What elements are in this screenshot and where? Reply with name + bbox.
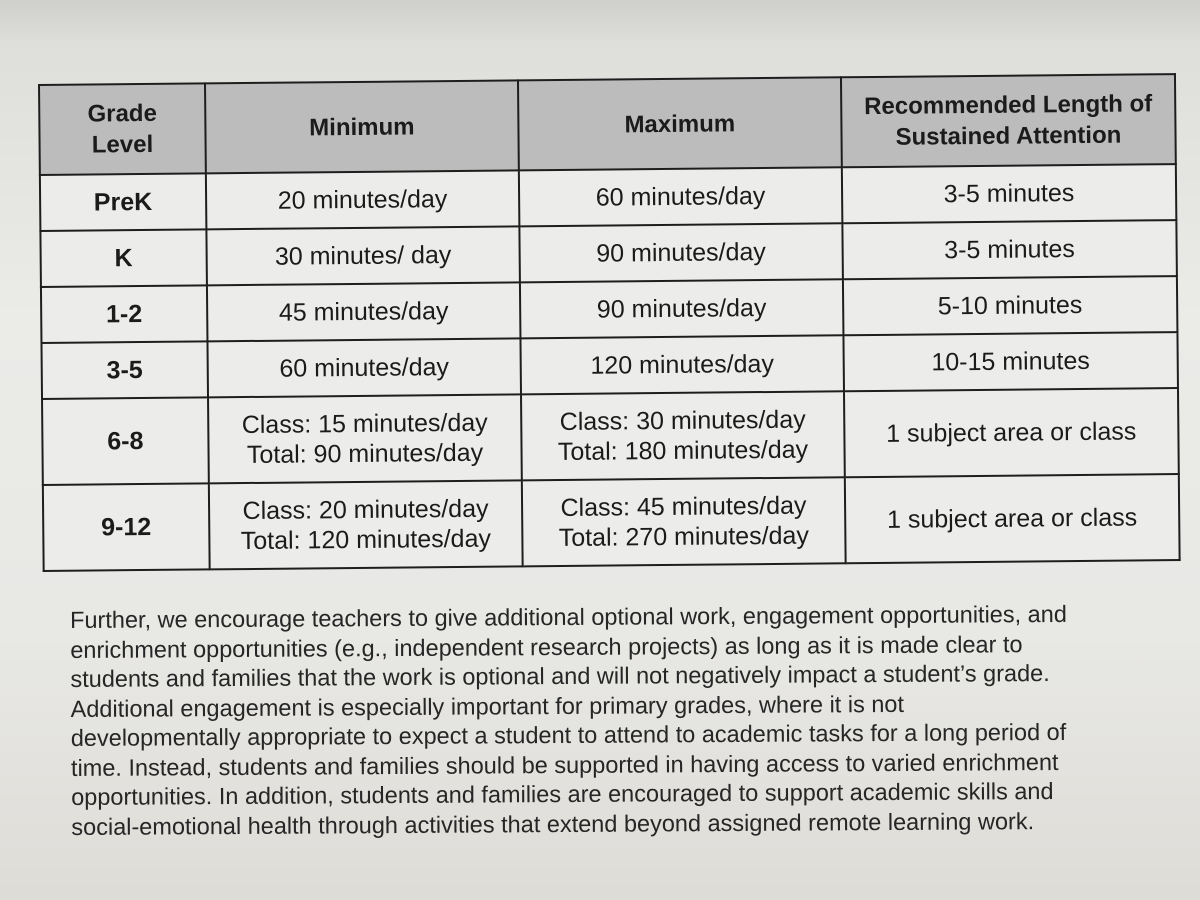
minimum-cell xyxy=(208,394,522,483)
guidance-paragraph xyxy=(70,599,1181,842)
grade-cell: 9-12 xyxy=(43,483,210,571)
maximum-total-line: Total: 180 minutes/day xyxy=(557,435,809,467)
paragraph-line: opportunities. In addition, students and families are encouraged to support academic skills and xyxy=(71,777,1054,810)
recommended-cell: 1 subject area or class xyxy=(845,474,1180,563)
minimum-class-line: Class: 15 minutes/day xyxy=(241,408,488,440)
maximum-cell: 60 minutes/day xyxy=(519,167,842,226)
header-grade-line-2: Level xyxy=(91,130,154,159)
maximum-cell xyxy=(522,477,846,566)
maximum-cell: 90 minutes/day xyxy=(520,279,843,338)
maximum-total-line: Total: 270 minutes/day xyxy=(558,521,810,553)
grade-cell: PreK xyxy=(40,173,206,231)
minimum-cell: 60 minutes/day xyxy=(207,338,521,397)
table-body xyxy=(40,164,1180,571)
grade-cell: 6-8 xyxy=(42,397,209,485)
recommended-cell: 10-15 minutes xyxy=(843,332,1178,391)
minimum-cell xyxy=(209,480,523,569)
paragraph-line: enrichment opportunities (e.g., independent research projects) as long as it is made clear to xyxy=(70,630,1023,663)
minimum-total-line: Total: 90 minutes/day xyxy=(246,438,484,470)
maximum-cell xyxy=(521,391,845,480)
screen-top-edge xyxy=(0,0,1200,40)
header-recommended-line-2: Sustained Attention xyxy=(895,121,1122,151)
maximum-cell: 120 minutes/day xyxy=(521,335,844,394)
maximum-class-line: Class: 45 minutes/day xyxy=(560,491,807,523)
grade-cell: K xyxy=(40,229,206,287)
recommended-cell: 3-5 minutes xyxy=(842,220,1177,279)
header-recommended-line-1: Recommended Length of xyxy=(864,90,1153,121)
minimum-class-line: Class: 20 minutes/day xyxy=(242,494,489,526)
minimum-cell: 30 minutes/ day xyxy=(206,226,520,285)
table-row xyxy=(42,388,1179,485)
paragraph-line: Additional engagement is especially important for primary grades, where it is not xyxy=(70,690,905,722)
screen-time-table xyxy=(38,73,1181,572)
maximum-class-line: Class: 30 minutes/day xyxy=(559,405,806,437)
minimum-total-line: Total: 120 minutes/day xyxy=(240,524,492,556)
paragraph-line: time. Instead, students and families should be supported in having access to varied enrichment xyxy=(70,748,1059,781)
header-recommended-length xyxy=(841,74,1176,167)
recommended-cell: 5-10 minutes xyxy=(843,276,1178,335)
table-header xyxy=(39,74,1176,175)
table-row xyxy=(43,474,1180,571)
header-grade-level xyxy=(39,83,206,175)
grade-cell: 1-2 xyxy=(41,285,207,343)
header-row xyxy=(39,74,1176,175)
header-grade-line-1: Grade xyxy=(87,99,158,128)
maximum-cell: 90 minutes/day xyxy=(519,223,842,282)
recommended-cell: 1 subject area or class xyxy=(844,388,1179,477)
paragraph-line: social-emotional health through activities that extend beyond assigned remote learning work. xyxy=(71,807,1035,840)
header-maximum: Maximum xyxy=(518,77,842,170)
paragraph-line: Further, we encourage teachers to give additional optional work, engagement opportunities, and xyxy=(70,600,1067,633)
grade-cell: 3-5 xyxy=(41,341,207,399)
paragraph-line: developmentally appropriate to expect a student to attend to academic tasks for a long period of xyxy=(70,718,1067,751)
header-minimum: Minimum xyxy=(205,80,519,173)
recommended-cell: 3-5 minutes xyxy=(842,164,1177,223)
minimum-cell: 20 minutes/day xyxy=(206,170,520,229)
minimum-cell: 45 minutes/day xyxy=(207,282,521,341)
paragraph-line: students and families that the work is optional and will not negatively impact a student’s grade. xyxy=(70,660,1050,692)
